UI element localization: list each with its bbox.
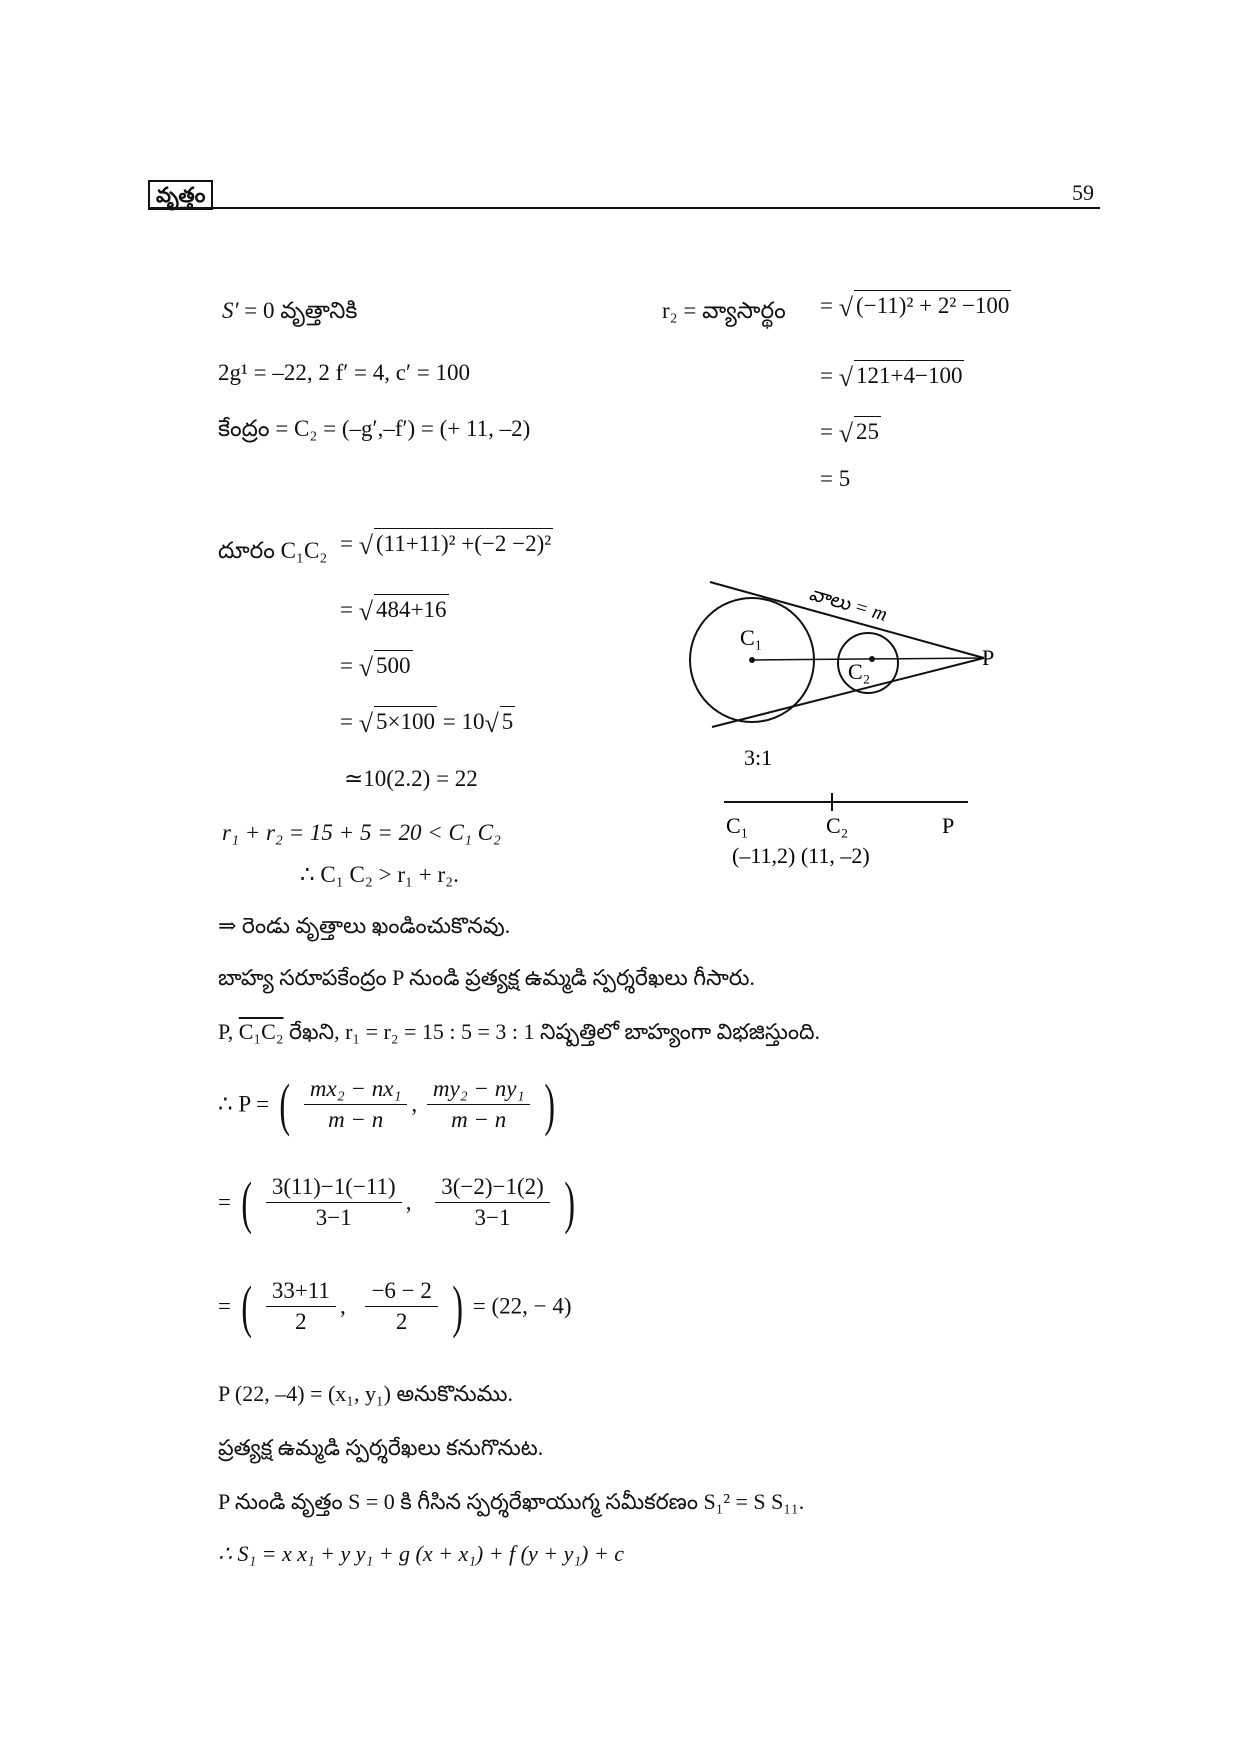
- fraction-x: $\frac{33+11}{2}$: [266, 1276, 336, 1337]
- radicand: 25: [854, 416, 881, 447]
- label-c1: C₁: [740, 625, 763, 650]
- eq: =: [820, 419, 833, 444]
- c1-point: [749, 657, 755, 663]
- chapter-title: వృత్తం: [148, 180, 213, 210]
- find-tangents-heading: ప్రత్యక్ష ఉమ్మడి స్పర్శరేఖలు కనుగొనుట.: [218, 1435, 544, 1460]
- eq: =: [218, 1189, 231, 1215]
- radicand: (11+11)² +(−2 −2)²: [374, 528, 553, 559]
- radius-label: r₂ = వ్యాసార్థం: [662, 298, 786, 323]
- result-point: = (22, − 4): [472, 1293, 572, 1319]
- label-p: P: [982, 645, 995, 670]
- fraction-y: $\frac{3(-2)-1(2)}{3-1}$: [435, 1172, 550, 1233]
- paren-left: (: [241, 1273, 252, 1339]
- radicand: 484+16: [374, 594, 448, 625]
- fraction-y: $\frac{\text{my₂ − ny₁}}{m - n}$: [427, 1074, 531, 1135]
- header-rule: [148, 207, 1100, 209]
- sqrt-sign: √: [838, 419, 854, 448]
- sqrt-sign: √: [358, 597, 374, 626]
- eq: =: [218, 1293, 231, 1319]
- eq: =: [820, 293, 833, 318]
- eq: =: [340, 597, 353, 622]
- center-line: [218, 414, 530, 444]
- radicand: 121+4−100: [854, 360, 964, 391]
- sqrt-sign: √: [484, 709, 499, 738]
- line-label-c2: C₂: [826, 813, 849, 838]
- substitution: = ( $\frac{3(11)-1(-11)}{3-1}$ , $\frac{3(-2)-1(2)}{3-1}$ ): [218, 1169, 575, 1235]
- paren-right: ): [563, 1169, 575, 1235]
- slope-label: వాలు = m: [806, 582, 890, 626]
- radius-step-3: [820, 416, 881, 447]
- paren-left: (: [241, 1169, 252, 1235]
- eq: =: [820, 363, 833, 388]
- line-label-p: P: [942, 813, 955, 838]
- line-label-c1: C₁: [726, 813, 749, 838]
- paren-right: ): [451, 1273, 463, 1339]
- distance-step-2: [340, 594, 449, 625]
- paren-right: ): [544, 1071, 556, 1137]
- fraction-x: $\frac{3(11)-1(-11)}{3-1}$: [266, 1172, 402, 1233]
- radius-step-1: [820, 290, 1011, 321]
- tangent-statement: బాహ్య సరూపకేంద్రం P నుండి ప్రత్యక్ష ఉమ్మడి స్పర్శరేఖలు గీసారు.: [218, 965, 755, 990]
- sqrt-sign: √: [358, 653, 374, 682]
- coefficients-line: 2g¹ = –22, 2 f′ = 4, c′ = 100: [218, 360, 470, 385]
- radius-sum: r₁ + r₂ = 15 + 5 = 20 < C₁ C₂: [222, 820, 501, 845]
- radicand: (−11)² + 2² −100: [854, 290, 1011, 321]
- fraction-y: $\frac{-6 - 2}{2}$: [365, 1276, 437, 1337]
- let-point: P (22, –4) = (x₁, y₁) అనుకొనుము.: [218, 1381, 514, 1406]
- label-c2: C₂: [848, 659, 871, 684]
- simplification: = ( $\frac{33+11}{2}$ , $\frac{-6 - 2}{2}$ ) = (22, − 4): [218, 1273, 572, 1339]
- s-prime: S′: [222, 298, 239, 323]
- s1-expression: ∴ S₁ = x x₁ + y y₁ + g (x + x₁) + f (y + y₁) + c: [218, 1541, 624, 1566]
- sqrt-sign: √: [358, 709, 374, 738]
- division-text: రేఖని, r₁ = r₂ = 15 : 5 = 3 : 1 నిష్పత్తిలో బాహ్యంగా విభజిస్తుంది.: [288, 1019, 821, 1044]
- distance-step-4: [340, 706, 515, 737]
- distance-conclusion: ∴ C₁ C₂ > r₁ + r₂.: [300, 862, 459, 887]
- non-intersect-text: ⇒ రెండు వృత్తాలు ఖండించుకొనవు.: [218, 913, 511, 938]
- section-formula: ∴ P = ( $\frac{\text{mx₂ − nx₁}}{m - n}$ , $\frac{\text{my₂ − ny₁}}{m - n}$ ): [218, 1071, 556, 1137]
- c1c2-segment: C₁C₂: [238, 1019, 284, 1044]
- coordinates-label: (–11,2) (11, –2): [732, 843, 870, 868]
- fraction-x: $\frac{\text{mx₂ − nx₁}}{m - n}$: [304, 1074, 408, 1135]
- s-prime-line: [222, 296, 357, 326]
- s-prime-text: = 0 వృత్తానికి: [244, 298, 358, 323]
- center-label: కేంద్రం: [218, 416, 270, 441]
- center-value: = C₂ = (–g′,–f′) = (+ 11, –2): [275, 416, 531, 441]
- sqrt-sign: √: [838, 293, 854, 322]
- paren-left: (: [279, 1071, 290, 1137]
- p-label: P,: [218, 1019, 234, 1044]
- radius-result: = 5: [820, 466, 851, 491]
- page-number: 59: [1072, 180, 1094, 205]
- eq: =: [340, 653, 353, 678]
- eq: =: [340, 709, 353, 734]
- sqrt-sign: √: [358, 531, 374, 560]
- radicand: 500: [374, 650, 413, 681]
- distance-approx: ≃10(2.2) = 22: [344, 766, 478, 791]
- ratio-label: 3:1: [744, 745, 773, 770]
- radicand: 5×100: [374, 706, 437, 737]
- distance-label: దూరం C₁C₂: [218, 538, 328, 563]
- p-equals: ∴ P =: [218, 1091, 270, 1117]
- distance-step-1: [340, 528, 553, 559]
- circles-diagram: [680, 565, 1020, 925]
- division-statement: [218, 1018, 820, 1046]
- eq: =: [340, 531, 353, 556]
- radicand: 5: [500, 706, 516, 737]
- pair-of-tangents-equation: P నుండి వృత్తం S = 0 కి గీసిన స్పర్శరేఖాయుగ్మ సమీకరణం S₁² = S S₁₁.: [218, 1489, 805, 1514]
- ten: = 10: [442, 709, 485, 734]
- sqrt-sign: √: [838, 363, 854, 392]
- distance-step-3: [340, 650, 413, 681]
- radius-step-2: [820, 360, 964, 391]
